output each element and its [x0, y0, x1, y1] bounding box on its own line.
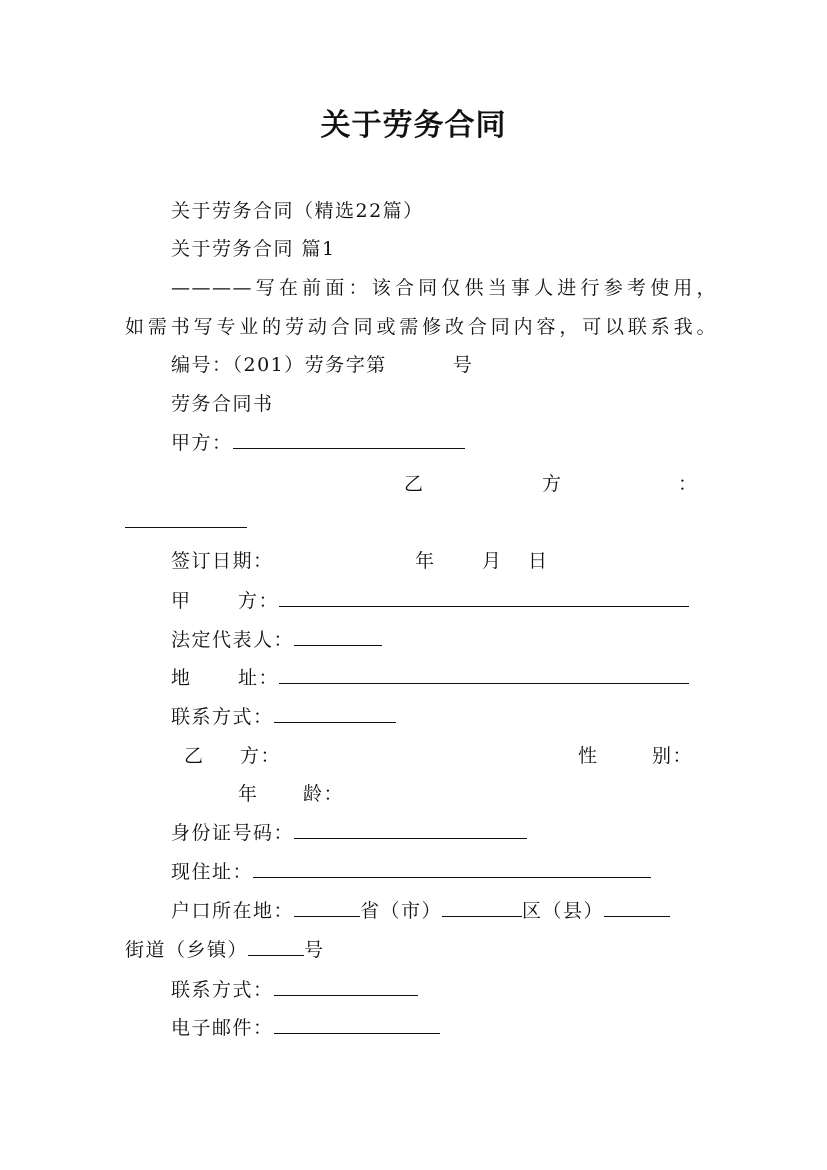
hukou-street-blank[interactable] — [604, 899, 670, 917]
cover-party-b-colon: ： — [678, 473, 699, 495]
party-a-contact-row — [171, 705, 396, 729]
hukou-street-label: 街道（乡镇） — [125, 939, 249, 961]
hukou-number-blank[interactable] — [248, 938, 304, 956]
contract-heading: 劳务合同书 — [171, 393, 274, 415]
intro-line-2: 如需书写专业的劳动合同或需修改合同内容，可以联系我。 — [125, 316, 717, 338]
current-address-row — [171, 860, 651, 884]
sign-date-label: 签订日期： — [171, 550, 274, 572]
current-address-blank[interactable] — [253, 860, 651, 878]
party-a-address-row — [238, 666, 689, 690]
legal-rep-label: 法定代表人： — [171, 629, 295, 651]
email-blank[interactable] — [274, 1016, 440, 1034]
hukou-province-label: 省（市） — [360, 900, 443, 922]
document-title: 关于劳务合同 — [320, 108, 507, 143]
cover-party-b-char1: 乙 — [404, 473, 425, 495]
party-a-contact-blank[interactable] — [274, 705, 396, 723]
hukou-number-label: 号 — [304, 939, 325, 961]
party-b-contact-row — [171, 978, 418, 1002]
subtitle-line: 关于劳务合同（精选22篇） — [171, 200, 424, 222]
sign-date-month: 月 — [482, 550, 503, 572]
party-a-address-blank[interactable] — [279, 666, 689, 684]
email-label: 电子邮件： — [171, 1017, 274, 1039]
party-b-age-char1: 年 — [238, 783, 259, 805]
contract-number-prefix: 编号：（201）劳务字第 — [171, 354, 387, 376]
legal-rep-blank[interactable] — [294, 628, 382, 646]
intro-line-1: ————写在前面：该合同仅供当事人进行参考使用， — [171, 277, 717, 299]
party-a-name-char1: 甲 — [171, 590, 192, 612]
cover-party-b-char2: 方 — [542, 473, 563, 495]
id-number-blank[interactable] — [294, 821, 527, 839]
party-b-name-char1: 乙 — [184, 745, 205, 767]
contract-number — [171, 353, 473, 377]
hukou-row — [171, 899, 670, 923]
id-number-row — [171, 821, 527, 845]
hukou-row-continued — [125, 938, 325, 962]
party-b-gender-char1: 性 — [578, 745, 599, 767]
current-address-label: 现住址： — [171, 861, 254, 883]
party-b-name-label: 方： — [240, 745, 282, 767]
sign-date-year: 年 — [415, 550, 436, 572]
hukou-district-label: 区（县） — [522, 900, 605, 922]
party-a-address-label: 址： — [238, 667, 280, 689]
party-b-gender-label: 别： — [652, 745, 694, 767]
party-a-contact-label: 联系方式： — [171, 706, 274, 728]
cover-party-b-blank[interactable] — [125, 510, 247, 528]
party-a-name-blank[interactable] — [279, 589, 689, 607]
cover-party-a-label: 甲方： — [171, 432, 233, 454]
cover-party-a-blank[interactable] — [233, 431, 465, 449]
id-number-label: 身份证号码： — [171, 822, 295, 844]
party-a-name-label: 方： — [238, 590, 280, 612]
legal-rep-row — [171, 628, 382, 652]
email-row — [171, 1016, 440, 1040]
hukou-province-blank[interactable] — [294, 899, 360, 917]
hukou-label: 户口所在地： — [171, 900, 295, 922]
hukou-district-blank[interactable] — [442, 899, 522, 917]
party-b-age-label: 龄： — [303, 783, 345, 805]
party-b-contact-blank[interactable] — [274, 978, 418, 996]
sign-date-day: 日 — [528, 550, 549, 572]
party-a-name-row — [238, 589, 689, 613]
cover-party-b-blank-line — [125, 510, 247, 534]
party-b-contact-label: 联系方式： — [171, 979, 274, 1001]
section-heading: 关于劳务合同 篇1 — [171, 238, 336, 260]
party-a-address-char1: 地 — [171, 667, 192, 689]
cover-party-a — [171, 431, 465, 455]
contract-number-suffix: 号 — [452, 354, 474, 376]
